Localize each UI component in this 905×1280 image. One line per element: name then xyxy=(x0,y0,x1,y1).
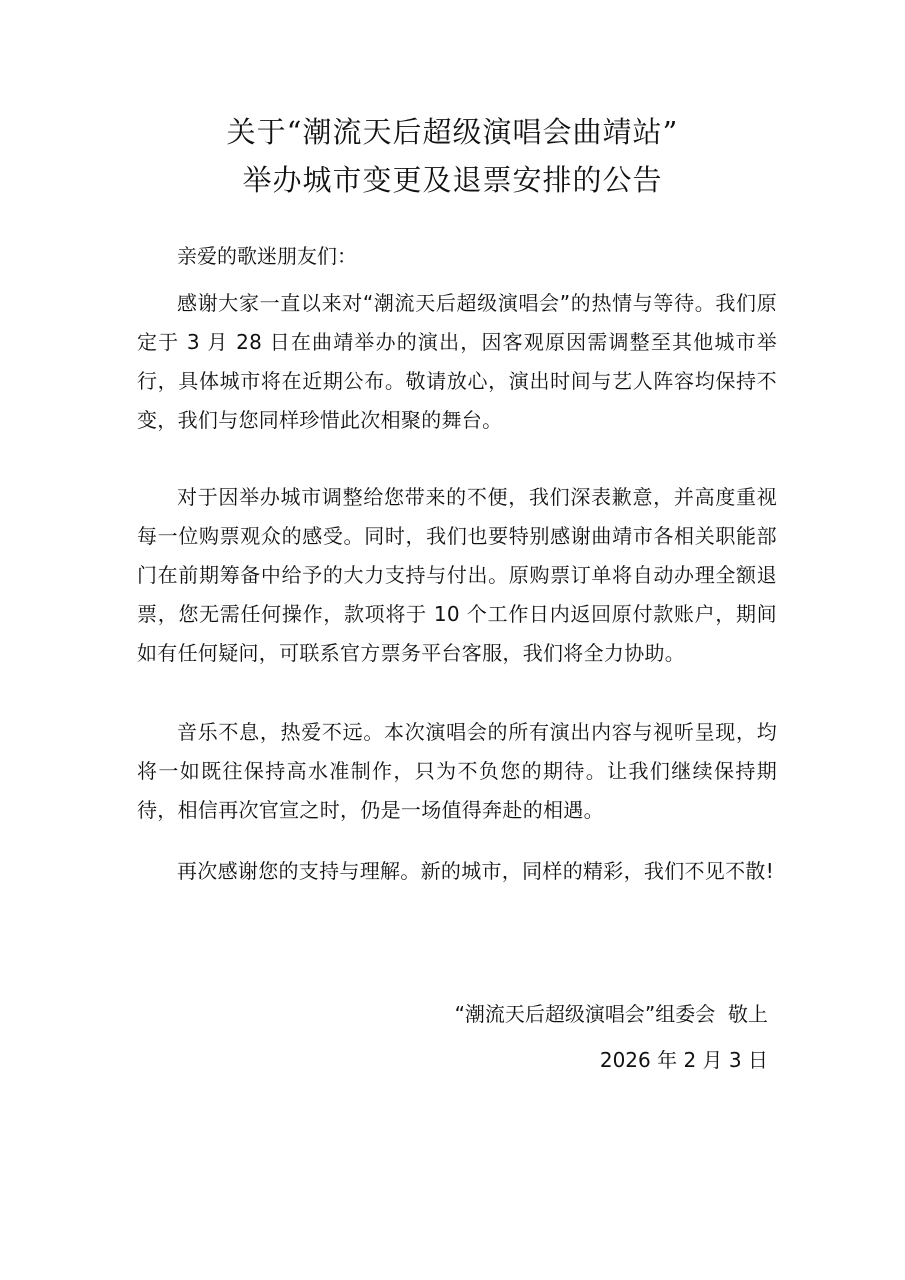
paragraph-4: 再次感谢您的支持与理解。新的城市，同样的精彩，我们不见不散! xyxy=(177,859,775,883)
title-line-2: 举办城市变更及退票安排的公告 xyxy=(242,163,663,197)
greeting: 亲爱的歌迷朋友们： xyxy=(177,244,357,268)
issue-date: 2026 年 2 月 3 日 xyxy=(599,1048,768,1072)
signature: “潮流天后超级演唱会”组委会 敬上 xyxy=(454,1002,768,1026)
paragraph-3: 音乐不息，热爱不远。本次演唱会的所有演出内容与视听呈现，均将一如既往保持高水准制作，只为不负您的期待。让我们继续保持期待，相信再次官宣之时，仍是一场值得奔赴的相遇。 xyxy=(137,720,777,822)
paragraph-2: 对于因举办城市调整给您带来的不便，我们深表歉意，并高度重视每一位购票观众的感受。同时，我们也要特别感谢曲靖市各相关职能部门在前期筹备中给予的大力支持与付出。原购票订单将自动办理全额退票，您无需任何操作，款项将于 10 个工作日内返回原付款账户，期间如有任何疑问，可联系官方票务平台客服，我们将全力协助。 xyxy=(137,485,777,665)
paragraph-1: 感谢大家一直以来对“潮流天后超级演唱会”的热情与等待。我们原定于 3 月 28 日在曲靖举办的演出，因客观原因需调整至其他城市举行，具体城市将在近期公布。敬请放心，演出时间与艺人阵容均保持不变，我们与您同样珍惜此次相聚的舞台。 xyxy=(137,291,777,432)
title-line-1: 关于“潮流天后超级演唱会曲靖站” xyxy=(226,115,679,149)
